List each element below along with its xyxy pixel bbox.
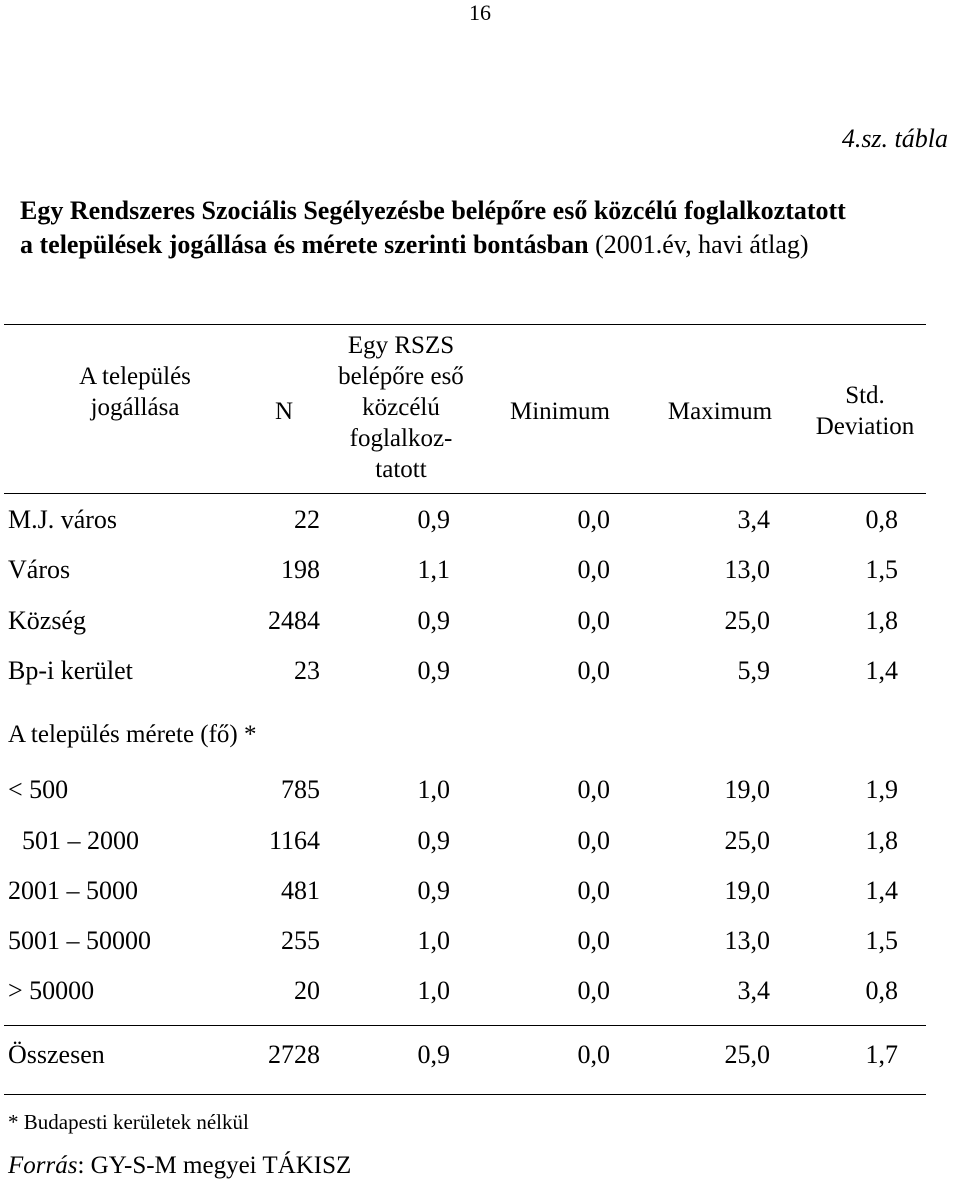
row-label: > 50000 (8, 976, 95, 1005)
header-col-n: N (274, 398, 294, 425)
source-label: Forrás (8, 1152, 78, 1179)
cell-n: 2728 (268, 1040, 320, 1069)
page-number: 16 (469, 0, 491, 25)
cell-mean: 1,0 (417, 926, 450, 955)
table-row (0, 555, 960, 591)
bottom-rule (4, 1094, 926, 1095)
row-label: 5001 – 50000 (8, 926, 151, 955)
header-rule (4, 493, 926, 494)
cell-sd: 1,4 (865, 876, 898, 905)
cell-sd: 1,5 (865, 555, 898, 584)
cell-mean: 1,1 (417, 555, 450, 584)
row-label: 501 – 2000 (22, 826, 139, 855)
cell-max: 3,4 (737, 505, 770, 534)
cell-sd: 1,7 (865, 1040, 898, 1069)
cell-n: 1164 (268, 826, 320, 855)
source-text: : GY-S-M megyei TÁKISZ (77, 1152, 352, 1179)
header-col-max: Maximum (667, 398, 773, 425)
table-row (0, 775, 960, 811)
header-col-sd-line: Deviation (815, 413, 915, 440)
table-row (0, 876, 960, 912)
cell-min: 0,0 (577, 926, 610, 955)
header-col-sd-line: Std. (845, 382, 885, 409)
cell-n: 23 (294, 656, 320, 685)
cell-mean: 0,9 (417, 606, 450, 635)
size-section-label: A település mérete (fő) * (8, 721, 257, 748)
cell-n: 255 (281, 926, 320, 955)
cell-sd: 1,5 (865, 926, 898, 955)
header-col-status (40, 361, 230, 423)
cell-mean: 1,0 (417, 775, 450, 804)
cell-n: 785 (281, 775, 320, 804)
cell-min: 0,0 (577, 555, 610, 584)
cell-mean: 0,9 (417, 876, 450, 905)
total-row (0, 1040, 960, 1076)
cell-mean: 1,0 (417, 976, 450, 1005)
row-label: M.J. város (8, 505, 118, 534)
cell-n: 198 (281, 555, 320, 584)
row-label: Bp-i kerület (8, 656, 133, 685)
top-rule (4, 324, 926, 325)
table-row (0, 656, 960, 692)
table-row (0, 926, 960, 962)
cell-min: 0,0 (577, 976, 610, 1005)
header-col-mean (316, 330, 486, 485)
table-row (0, 606, 960, 642)
table-id: 4.sz. tábla (841, 124, 948, 153)
header-col-mean-line: közcélú (362, 394, 440, 421)
cell-n: 22 (294, 505, 320, 534)
row-label: Község (8, 606, 86, 635)
footnote: * Budapesti kerületek nélkül (8, 1110, 249, 1134)
cell-max: 19,0 (724, 775, 770, 804)
cell-max: 13,0 (724, 555, 770, 584)
table-title (20, 194, 846, 262)
cell-sd: 1,9 (865, 775, 898, 804)
header-col-sd (795, 380, 935, 442)
header-col-mean-line: foglalkoz- (349, 425, 453, 452)
cell-max: 3,4 (737, 976, 770, 1005)
row-label: 2001 – 5000 (8, 876, 138, 905)
cell-mean: 0,9 (417, 656, 450, 685)
table-row (0, 826, 960, 862)
cell-sd: 0,8 (865, 976, 898, 1005)
total-rule (4, 1025, 926, 1026)
cell-max: 25,0 (724, 606, 770, 635)
cell-mean: 0,9 (417, 1040, 450, 1069)
row-label: < 500 (8, 775, 69, 804)
cell-n: 481 (281, 876, 320, 905)
cell-min: 0,0 (577, 1040, 610, 1069)
header-col-status-line: A település (79, 363, 191, 390)
title-line-1: Egy Rendszeres Szociális Segélyezésbe belépőre eső közcélú foglalkoztatott (20, 196, 846, 225)
cell-min: 0,0 (577, 775, 610, 804)
header-col-status-line: jogállása (90, 394, 180, 421)
cell-min: 0,0 (577, 876, 610, 905)
source-line (8, 1152, 351, 1180)
cell-sd: 1,8 (865, 606, 898, 635)
cell-sd: 1,8 (865, 826, 898, 855)
cell-max: 19,0 (724, 876, 770, 905)
cell-mean: 0,9 (417, 505, 450, 534)
cell-mean: 0,9 (417, 826, 450, 855)
row-label: Összesen (8, 1040, 105, 1069)
cell-min: 0,0 (577, 505, 610, 534)
header-col-mean-line: Egy RSZS (347, 332, 455, 359)
cell-sd: 1,4 (865, 656, 898, 685)
cell-n: 20 (294, 976, 320, 1005)
cell-max: 5,9 (737, 656, 770, 685)
cell-n: 2484 (268, 606, 320, 635)
cell-min: 0,0 (577, 656, 610, 685)
header-col-mean-line: belépőre eső (338, 363, 464, 390)
table-row (0, 976, 960, 1012)
cell-min: 0,0 (577, 826, 610, 855)
title-line-2-bold: a települések jogállása és mérete szerinti bontásban (20, 230, 589, 259)
table-row (0, 505, 960, 541)
header-col-min: Minimum (509, 398, 610, 425)
cell-max: 25,0 (724, 826, 770, 855)
cell-min: 0,0 (577, 606, 610, 635)
row-label: Város (8, 555, 71, 584)
cell-sd: 0,8 (865, 505, 898, 534)
title-line-2-rest: (2001.év, havi átlag) (588, 230, 809, 259)
cell-max: 13,0 (724, 926, 770, 955)
cell-max: 25,0 (724, 1040, 770, 1069)
header-col-mean-line: tatott (375, 456, 427, 483)
